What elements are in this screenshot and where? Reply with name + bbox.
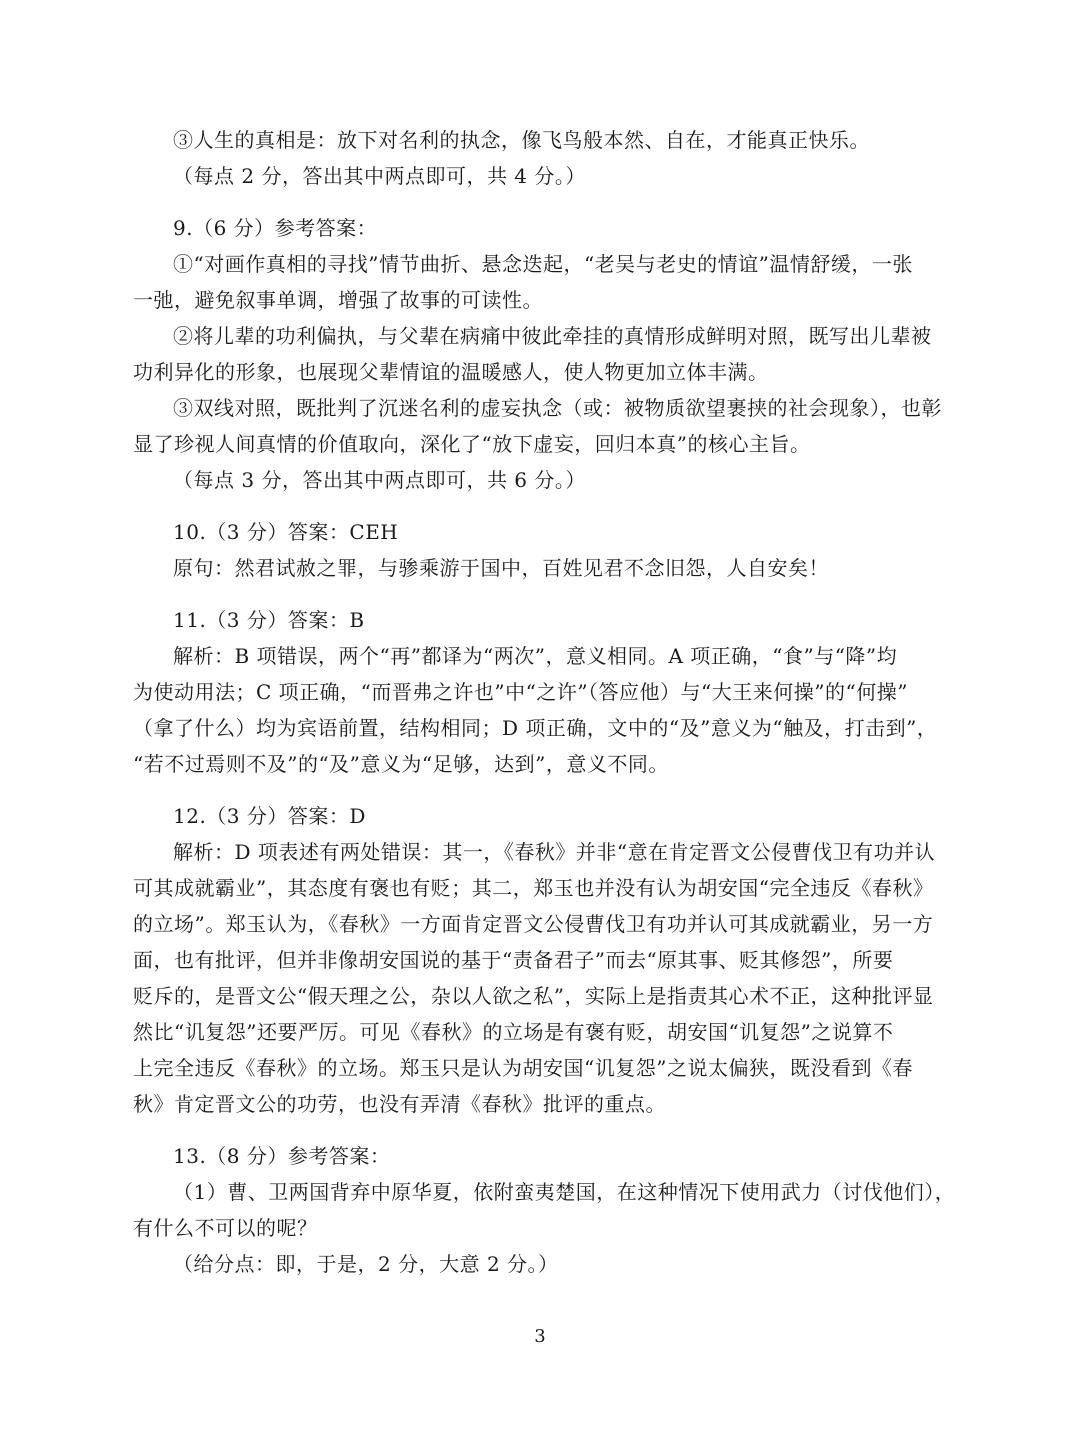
- text-line: “若不过焉则不及”的“及”意义为“足够，达到”，意义不同。: [133, 752, 669, 776]
- answer-block: [133, 798, 953, 1122]
- text-line: （拿了什么）均为宾语前置，结构相同；D 项正确，文中的“及”意义为“触及，打击到”，: [133, 716, 938, 740]
- block-gap: [133, 1122, 953, 1138]
- text-line: 功利异化的形象，也展现父辈情谊的温暖感人，使人物更加立体丰满。: [133, 360, 769, 384]
- block-gap: [133, 194, 953, 210]
- text-line: ①“对画作真相的寻找”情节曲折、悬念迭起，“老吴与老史的情谊”温情舒缓，一张: [173, 252, 913, 276]
- page-number: 3: [534, 1326, 546, 1347]
- text-line: 一弛，避免叙事单调，增强了故事的可读性。: [133, 288, 543, 312]
- answer-block: [133, 1138, 956, 1282]
- text-line: （1）曹、卫两国背弃中原华夏，依附蛮夷楚国，在这种情况下使用武力（讨伐他们），: [173, 1180, 956, 1204]
- answer-block: [133, 602, 953, 782]
- text-line: （每点 3 分，答出其中两点即可，共 6 分。）: [173, 468, 586, 492]
- text-line: 有什么不可以的呢？: [133, 1216, 318, 1240]
- text-line: 贬斥的，是晋文公“假天理之公，杂以人欲之私”，实际上是指责其心术不正，这种批评显: [133, 984, 934, 1008]
- text-line: ③双线对照，既批判了沉迷名利的虚妄执念（或：被物质欲望裹挟的社会现象），也彰: [173, 396, 942, 420]
- text-line: 解析：B 项错误，两个“再”都译为“两次”，意义相同。A 项正确，“食”与“降”均: [173, 644, 898, 668]
- text-line: 12.（3 分）答案：D: [173, 804, 366, 828]
- text-line: ②将儿辈的功利偏执，与父辈在病痛中彼此牵挂的真情形成鲜明对照，既写出儿辈被: [173, 324, 932, 348]
- text-line: 的立场”。郑玉认为，《春秋》一方面肯定晋文公侵曹伐卫有功并认可其成就霸业，另一方: [133, 912, 934, 936]
- text-line: （给分点：即，于是，2 分，大意 2 分。）: [173, 1252, 559, 1276]
- text-line: 10.（3 分）答案：CEH: [173, 520, 399, 544]
- text-line: 上完全违反《春秋》的立场。郑玉只是认为胡安国“讥复怨”之说太偏狭，既没看到《春: [133, 1056, 913, 1080]
- text-line: （每点 2 分，答出其中两点即可，共 4 分。）: [173, 164, 586, 188]
- text-line: 解析：D 项表述有两处错误：其一，《春秋》并非“意在肯定晋文公侵曹伐卫有功并认: [173, 840, 936, 864]
- answer-content: [133, 122, 956, 1282]
- text-line: 11.（3 分）答案：B: [173, 608, 365, 632]
- text-line: 然比“讥复怨”还要严厉。可见《春秋》的立场是有褒有贬，胡安国“讥复怨”之说算不: [133, 1020, 894, 1044]
- answer-block: [133, 210, 953, 498]
- answer-block: [133, 514, 953, 586]
- text-line: 9.（6 分）参考答案：: [173, 216, 378, 240]
- block-gap: [133, 782, 953, 798]
- text-line: 面，也有批评，但并非像胡安国说的基于“责备君子”而去“原其事、贬其修怨”，所要: [133, 948, 894, 972]
- text-line: 13.（8 分）参考答案：: [173, 1144, 391, 1168]
- answer-block: [133, 122, 953, 194]
- text-line: 为使动用法；C 项正确，“而晋弗之许也”中“之许”（答应他）与“大王来何操”的“何操”: [133, 680, 908, 704]
- text-line: 原句：然君试赦之罪，与骖乘游于国中，百姓见君不念旧怨，人自安矣！: [173, 556, 829, 580]
- text-line: 秋》肯定晋文公的功劳，也没有弄清《春秋》批评的重点。: [133, 1092, 666, 1116]
- text-line: 可其成就霸业”，其态度有褒也有贬；其二，郑玉也并没有认为胡安国“完全违反《春秋》: [133, 876, 934, 900]
- text-line: 显了珍视人间真情的价值取向，深化了“放下虚妄，回归本真”的核心主旨。: [133, 432, 811, 456]
- block-gap: [133, 586, 953, 602]
- text-line: ③人生的真相是：放下对名利的执念，像飞鸟般本然、自在，才能真正快乐。: [173, 128, 870, 152]
- block-gap: [133, 498, 953, 514]
